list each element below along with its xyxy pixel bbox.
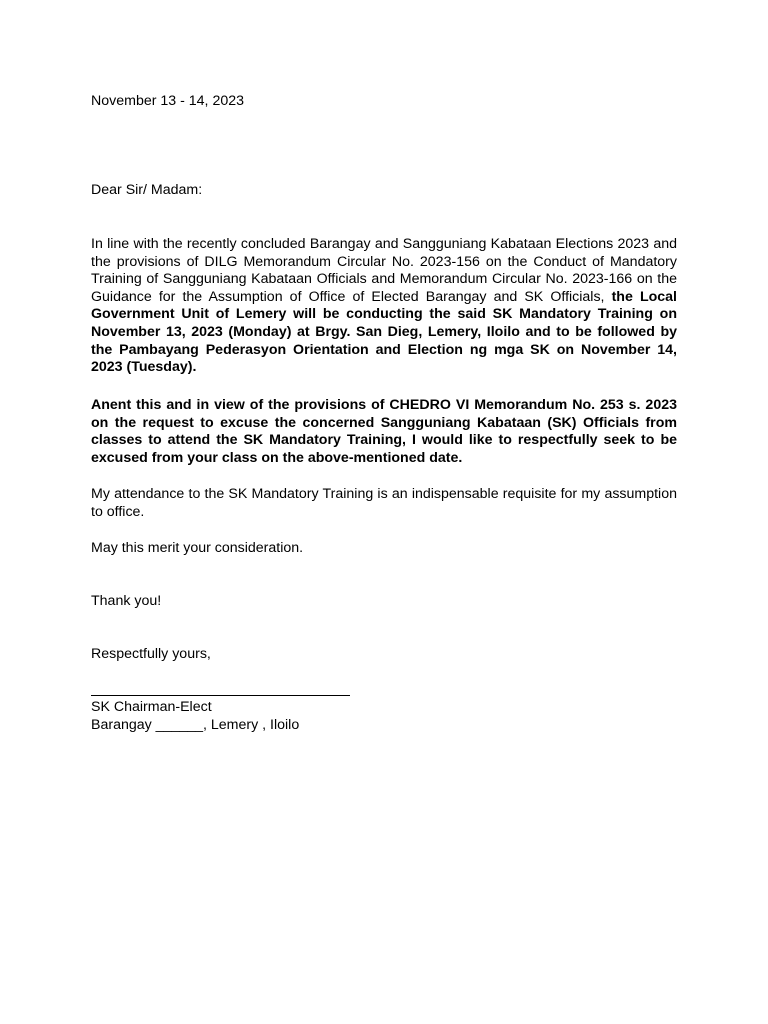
complimentary-close: Respectfully yours, [91,646,211,662]
paragraph-1-regular-text: In line with the recently concluded Barangay and Sangguniang Kabataan Elections 2023 and the provisions of DILG Memorandum Circular No. 2023-156 on the Conduct of Mandatory Training of Sangguniang Kabataan Officials and Memorandum Circular No. 2023-166 on the Guidance for the Assumption of Office of Elected Barangay and SK Officials, [91,236,677,305]
letter-date: November 13 - 14, 2023 [91,93,245,109]
paragraph-1-bold-text: the Local Government Unit of Lemery will be conducting the said SK Mandatory Training on November 13, 2023 (Monday) at Brgy. San Dieg, Lemery, Iloilo and to be followed by the Pambayang Pederasyon Orientation and Election ng mga SK on November 14, 2023 (Tuesday). [91,288,677,376]
thank-you-line: Thank you! [91,593,162,609]
body-paragraph-2: Anent this and in view of the provisions of CHEDRO VI Memorandum No. 253 s. 2023 on the request to excuse the concerned Sangguniang Kabataan (SK) Officials from classes to attend the SK Mandatory Training, I would like to respectfully seek to be excused from your class on the above-mentioned date. [91,397,677,466]
salutation: Dear Sir/ Madam: [91,182,203,198]
signatory-address: Barangay ______, Lemery , Iloilo [91,717,300,733]
body-paragraph-1 [91,236,677,377]
body-paragraph-4: May this merit your consideration. [91,540,304,556]
signatory-title: SK Chairman-Elect [91,699,212,715]
signature-line [91,695,350,696]
body-paragraph-3: My attendance to the SK Mandatory Training is an indispensable requisite for my assumption to office. [91,486,677,520]
